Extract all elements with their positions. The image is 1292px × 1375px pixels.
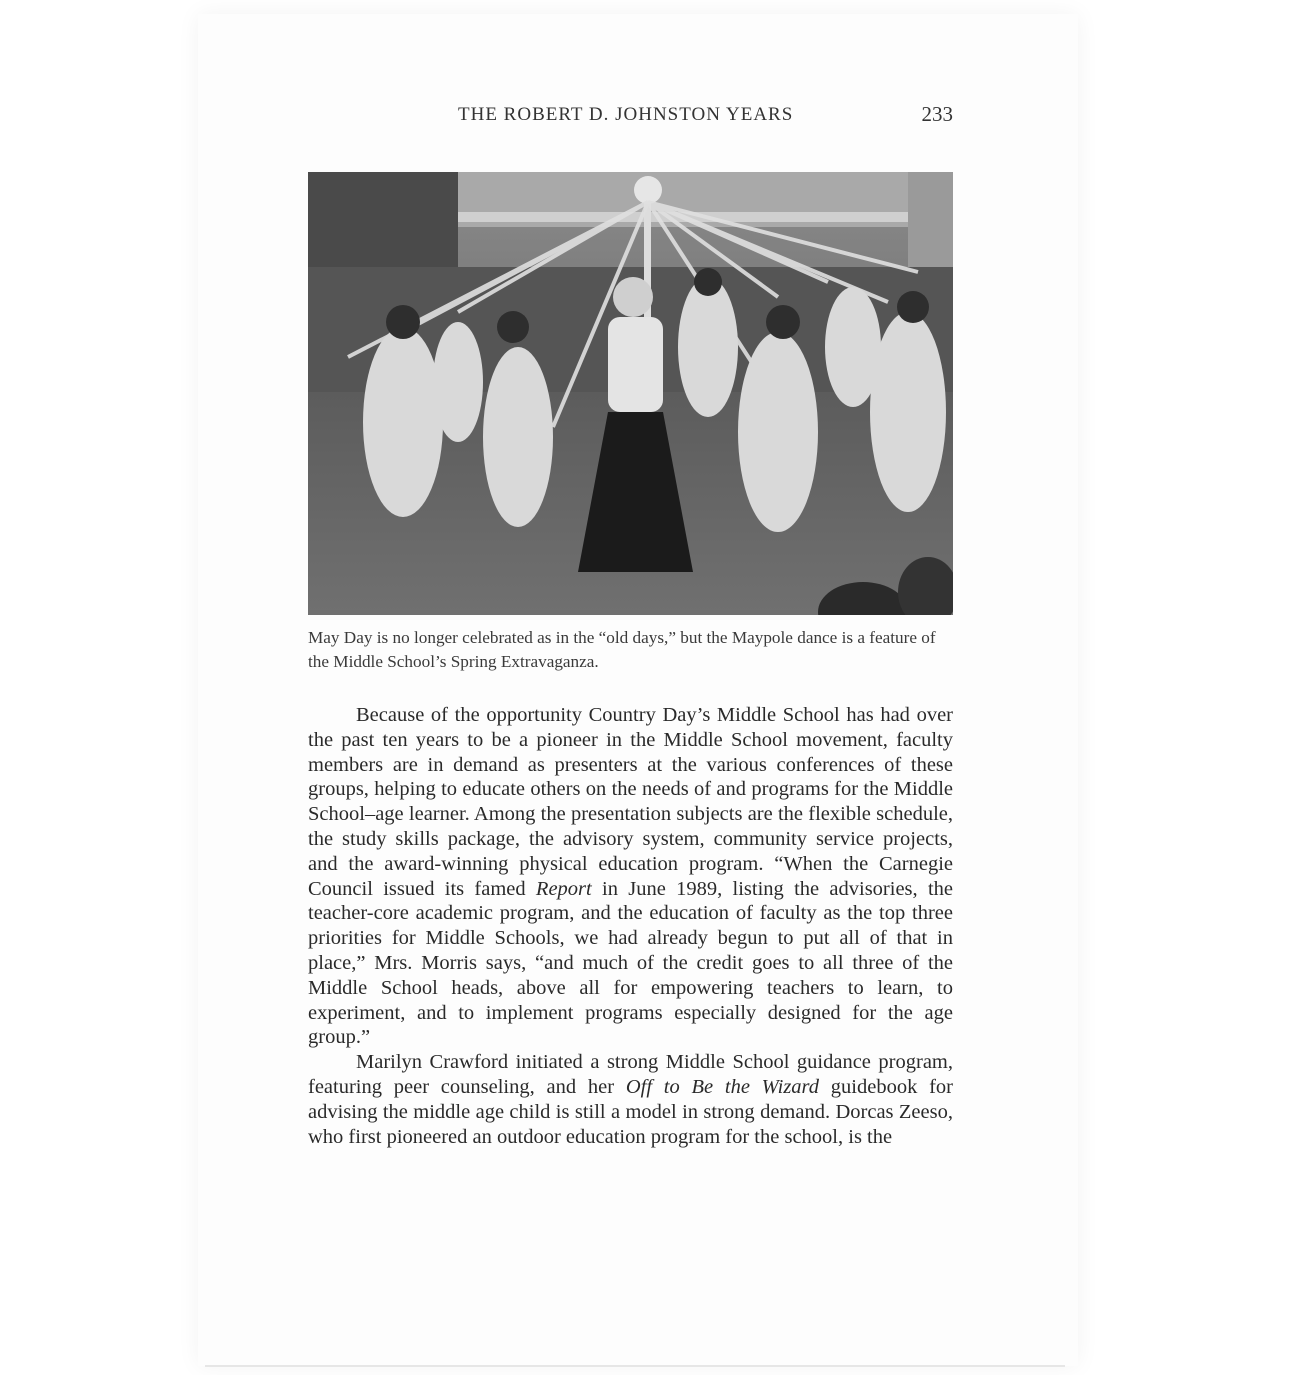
body-text — [308, 703, 953, 1149]
report-title: Report — [535, 877, 592, 900]
running-title: THE ROBERT D. JOHNSTON YEARS — [458, 104, 794, 125]
paragraph-2-start: Marilyn Crawford initiated a strong Middle School guidance program, featuring peer counseling, and her — [308, 1051, 953, 1098]
paragraph-2-end: guidebook for advising the middle age child is still a model in strong demand. Dorcas Zeeso, who first pioneered an outdoor education program for the school, is the — [308, 1075, 953, 1148]
paragraph-2 — [308, 1050, 953, 1149]
scan-edge-line — [205, 1365, 1065, 1367]
guidebook-title: Off to Be the Wizard — [625, 1075, 820, 1098]
maypole-photo-illustration — [308, 172, 953, 615]
paragraph-1 — [308, 703, 953, 1050]
photo-caption: May Day is no longer celebrated as in the “old days,” but the Maypole dance is a feature of the Middle School’s Spring Extravaganza. — [308, 628, 936, 671]
page-number: 233 — [921, 102, 953, 126]
paragraph-1-start: Because of the opportunity Country Day’s Middle School has had over the past ten years to be a pioneer in the Middle School movement, faculty members are in demand as presenters at the various conferences of these groups, helping to educate others on the needs of and programs for the Middle School–age learner. Among the presentation subjects are the flexible schedule, the study skills package, the advisory system, community service projects, and the award-winning physical education program. “When the Carnegie Council issued its famed — [308, 704, 953, 900]
running-head — [308, 100, 953, 130]
maypole-photo — [308, 172, 953, 615]
paragraph-1-end: in June 1989, listing the advisories, the teacher-core academic program, and the education of faculty as the top three priorities for Middle Schools, we had already begun to put all of that in place,” Mrs. Morris says, “and much of the credit goes to all three of the Middle School heads, above all for empowering teachers to learn, to experiment, and to implement programs especially designed for the age group.” — [308, 877, 953, 1049]
